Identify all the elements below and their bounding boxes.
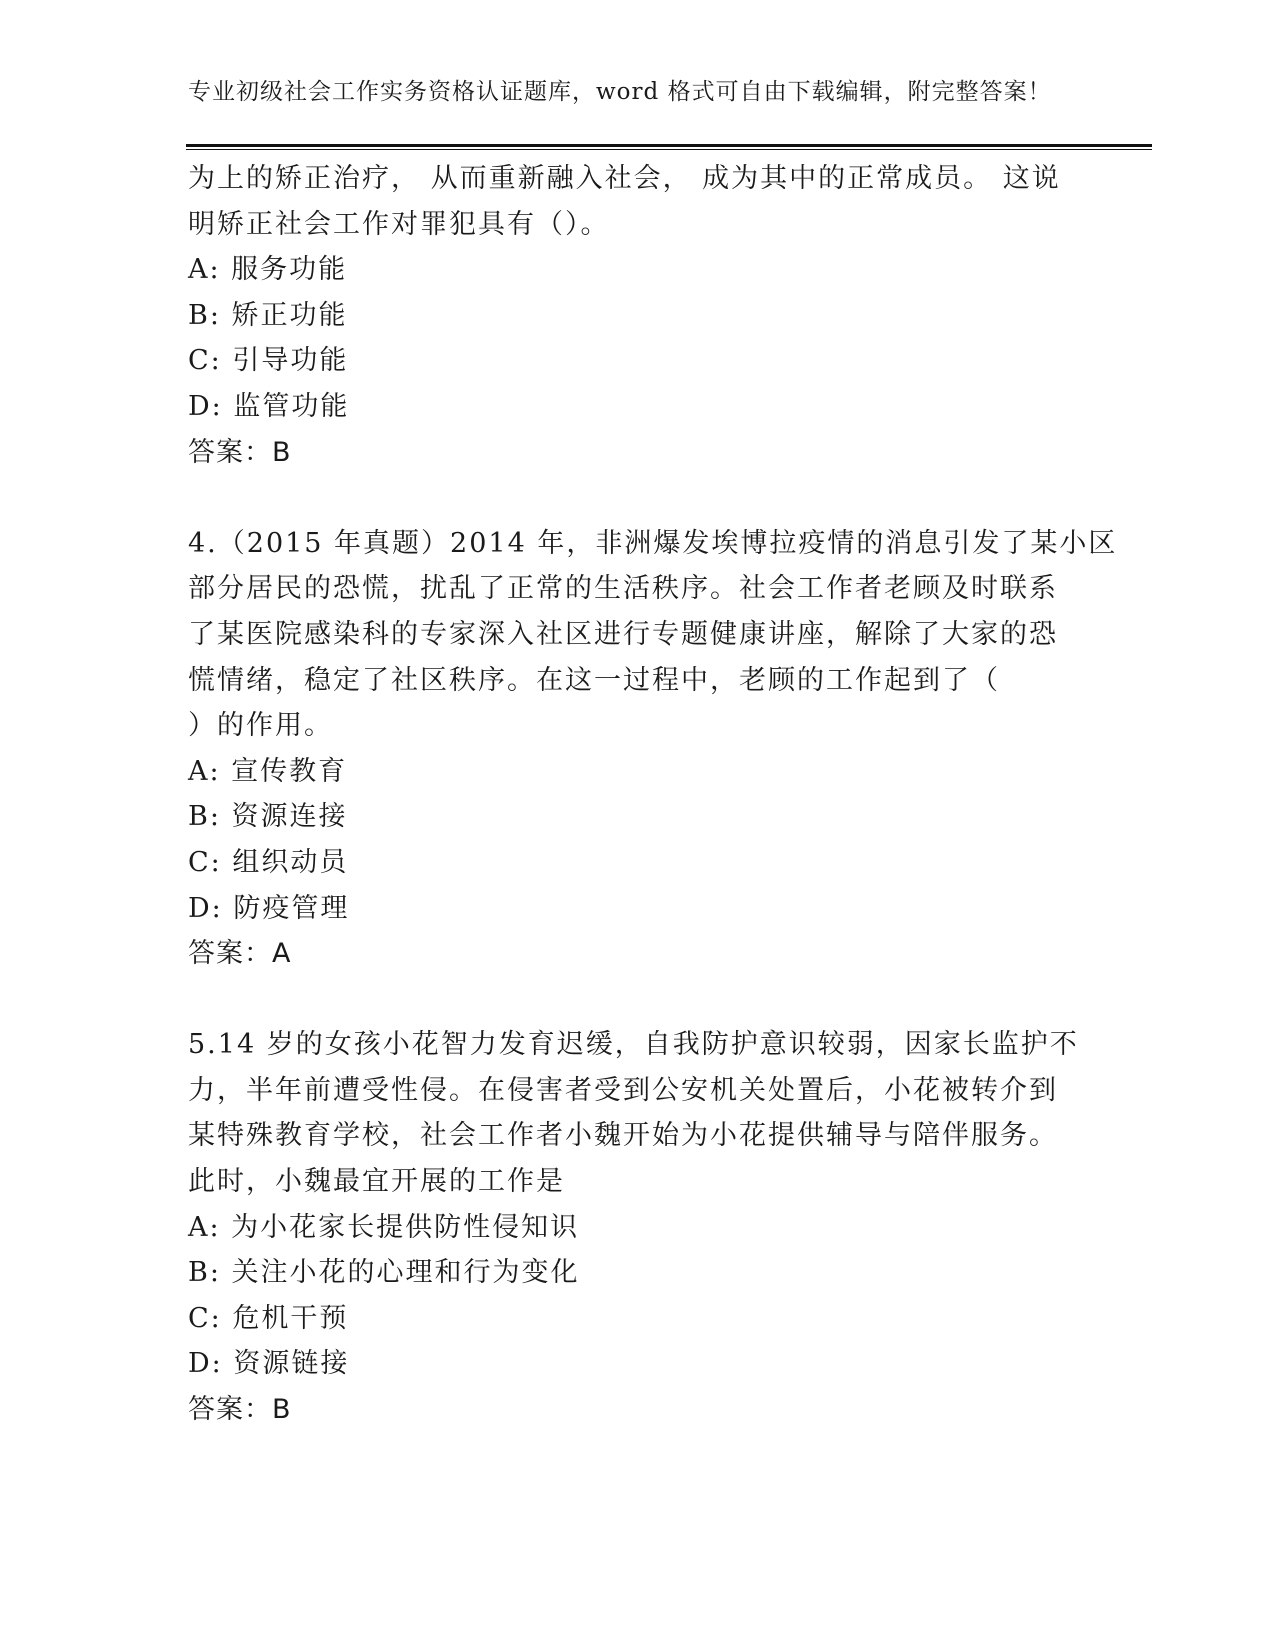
option-a: A: 宣传教育: [188, 755, 348, 787]
answer-line: 答案：B: [188, 436, 292, 468]
header-rule-thick: [186, 144, 1152, 147]
option-d: D: 防疫管理: [188, 892, 350, 924]
question-spacer: [188, 977, 1088, 1023]
question-stem-line: 明矫正社会工作对罪犯具有（）。: [188, 208, 610, 240]
question-stem-line: 慌情绪，稳定了社区秩序。在这一过程中，老顾的工作起到了（: [188, 664, 1000, 696]
question-stem-line: 了某医院感染科的专家深入社区进行专题健康讲座，解除了大家的恐: [188, 618, 1058, 650]
question-stem-line: 此时，小魏最宜开展的工作是: [188, 1166, 565, 1198]
option-d: D: 资源链接: [188, 1348, 350, 1380]
answer-line: 答案：B: [188, 1394, 292, 1426]
question-stem-line: 为上的矫正治疗， 从而重新融入社会， 成为其中的正常成员。 这说: [188, 163, 1061, 194]
question-4: [188, 521, 1118, 977]
answer-line: 答案：A: [188, 938, 292, 970]
question-content: [188, 156, 1118, 1433]
option-b: B: 资源连接: [188, 801, 348, 833]
option-c: C: 危机干预: [188, 1302, 349, 1334]
header-rule-thin: [186, 149, 1152, 150]
option-c: C: 引导功能: [188, 345, 349, 377]
question-stem-line: 力，半年前遭受性侵。在侵害者受到公安机关处置后，小花被转介到: [188, 1074, 1058, 1106]
question-stem-line: 5.14 岁的女孩小花智力发育迟缓，自我防护意识较弱，因家长监护不: [188, 1029, 1079, 1061]
question-stem-line: ）的作用。: [188, 710, 333, 742]
question-5: [188, 1022, 1088, 1432]
question-stem-line: 部分居民的恐慌，扰乱了正常的生活秩序。社会工作者老顾及时联系: [188, 573, 1058, 605]
question-stem-line: 4.（2015 年真题）2014 年，非洲爆发埃博拉疫情的消息引发了某小区: [188, 527, 1118, 559]
option-c: C: 组织动员: [188, 846, 349, 878]
question-stem-line: 某特殊教育学校，社会工作者小魏开始为小花提供辅导与陪伴服务。: [188, 1120, 1058, 1152]
option-b: B: 矫正功能: [188, 299, 348, 331]
page-header: 专业初级社会工作实务资格认证题库，word 格式可自由下载编辑，附完整答案！: [188, 79, 1052, 105]
question-3: [188, 156, 1088, 475]
question-spacer: [188, 475, 1088, 521]
option-a: A: 服务功能: [188, 254, 348, 286]
option-d: D: 监管功能: [188, 390, 350, 422]
option-b: B: 关注小花的心理和行为变化: [188, 1257, 580, 1289]
option-a: A: 为小花家长提供防性侵知识: [188, 1211, 580, 1243]
